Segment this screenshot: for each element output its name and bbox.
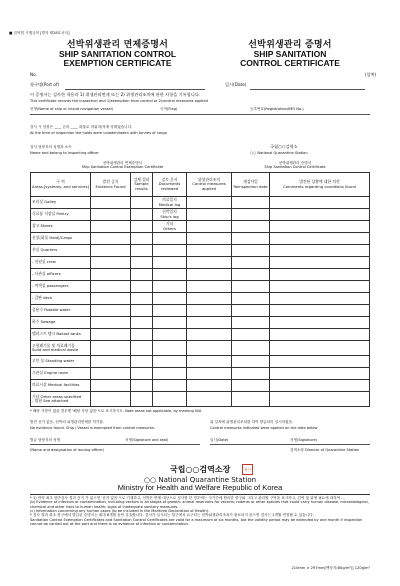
entry-cell[interactable]: [153, 392, 187, 407]
entry-cell[interactable]: [232, 341, 270, 356]
entry-cell[interactable]: [232, 317, 270, 329]
entry-cell[interactable]: [153, 380, 187, 392]
footer-ministry: Ministry for Health and Welfare Republic of Korea: [117, 483, 283, 492]
entry-cell[interactable]: [270, 197, 370, 209]
fine-print-5: Sanitation Control Exemption Certificates and Sanitation Control Certificates are valid for a maximum of six months, but the validity period may be extended by one month if inspection cannot be carried out at the port and there is no evidence of infection or contamination.: [30, 517, 363, 526]
entry-cell[interactable]: [91, 392, 131, 407]
entry-cell[interactable]: [270, 329, 370, 341]
entry-cell[interactable]: [131, 392, 153, 407]
entry-cell[interactable]: [187, 368, 232, 380]
table-row: [31, 281, 370, 293]
area-cell: 조리실 Galley: [31, 197, 91, 209]
seal-text: 직인: [244, 468, 251, 472]
entry-cell[interactable]: [131, 269, 153, 281]
entry-cell[interactable]: [232, 356, 270, 368]
area-cell: - 사관실 officers: [31, 269, 91, 281]
area-cell: 밸러스트 탱크 Ballast tanks: [31, 329, 91, 341]
entry-cell[interactable]: [187, 197, 232, 209]
footer-station-ko: 국립○○검역소장: [170, 465, 231, 474]
fine-print-4: * 검사 결과 최초 항구에서 발급된 증명서는 최대 6개월 동안 유효합니다. 검사가 실시되는 항구에서 요구되는 선박위생관리조치가 완료되지 않으면 검사는 1개월 연장할 수 있습니다.: [30, 513, 314, 518]
entry-cell[interactable]: [270, 221, 370, 233]
entry-cell[interactable]: [187, 221, 232, 233]
area-cell: 하수 Sewage: [31, 317, 91, 329]
inspection-en: At the time of inspection the holds were unladen/laden with tonnes of cargo: [30, 131, 167, 135]
official-seal-icon: [242, 464, 253, 475]
station-label: 국립○○검역소: [270, 144, 298, 149]
flag-label: 국적(Flag): [160, 107, 178, 111]
entry-cell[interactable]: [232, 257, 270, 269]
entry-cell[interactable]: [153, 245, 187, 257]
area-cell: 의료시설 Medical facilities: [31, 380, 91, 392]
entry-cell[interactable]: [187, 269, 232, 281]
fine-print-3: (c) Information concerning any human cases (to be included in the Maritime Declaration of Health).: [30, 508, 210, 513]
entry-cell[interactable]: [232, 233, 270, 245]
entry-cell[interactable]: [232, 392, 270, 407]
col-comments: 발견된 상황에 대한 의견 Comments regarding conditions found: [270, 173, 370, 197]
entry-cell[interactable]: [270, 269, 370, 281]
entry-cell[interactable]: [187, 245, 232, 257]
sign2-label: 서명(Signature): [290, 438, 318, 442]
entry-cell[interactable]: [91, 281, 131, 293]
entry-cell[interactable]: [91, 293, 131, 305]
entry-cell[interactable]: [91, 329, 131, 341]
port-field[interactable]: [65, 89, 205, 90]
entry-cell[interactable]: [232, 329, 270, 341]
entry-cell[interactable]: [270, 368, 370, 380]
entry-cell[interactable]: [187, 209, 232, 221]
area-cell: 고인 물 Standing water: [31, 356, 91, 368]
officer-name-label: 발급 담당자의 성명: [30, 438, 61, 442]
entry-cell[interactable]: [270, 356, 370, 368]
entry-cell[interactable]: [232, 197, 270, 209]
entry-cell[interactable]: [131, 329, 153, 341]
entry-cell[interactable]: [91, 356, 131, 368]
documents-cell: 의료일지 Medical log: [153, 197, 187, 209]
table-row: [31, 392, 370, 407]
col-area: 구 역 Areas,[systems, and services]: [31, 173, 91, 197]
signature-label: 서명(Signature and seal): [125, 438, 169, 442]
col-control: 위생관리조치 Control measures applied: [187, 173, 232, 197]
title-left-ko: 선박위생관리 면제증명서: [66, 40, 169, 50]
date-label: 일시(Date): [225, 82, 247, 87]
entry-cell[interactable]: [91, 341, 131, 356]
entry-cell[interactable]: [153, 305, 187, 317]
table-row: [31, 293, 370, 305]
col-evidence: 발견 증거 Evidence Found: [91, 173, 131, 197]
right-section-en: Ship Sanitation Control Certificate: [264, 165, 326, 170]
entry-cell[interactable]: [91, 317, 131, 329]
entry-cell[interactable]: [187, 317, 232, 329]
entry-cell[interactable]: [187, 281, 232, 293]
table-row: [31, 305, 370, 317]
entry-cell[interactable]: [232, 293, 270, 305]
no-evidence-en: No evidence found. Ship / Vessel is exempted from control measures.: [30, 426, 155, 430]
entry-cell[interactable]: [232, 305, 270, 317]
col-reinspect: 재검사일 Reinspection date: [232, 173, 270, 197]
officer-label-ko: 검사 담당자의 성명과 소속: [30, 145, 72, 149]
entry-cell[interactable]: [187, 356, 232, 368]
entry-cell[interactable]: [270, 281, 370, 293]
entry-cell[interactable]: [91, 380, 131, 392]
entry-cell[interactable]: [91, 257, 131, 269]
entry-cell[interactable]: [153, 368, 187, 380]
side-label: (앞쪽): [365, 72, 377, 77]
port-label: 항구명(Port of): [30, 82, 60, 87]
col-documents: 검토 문서 Documents reviewed: [153, 173, 187, 197]
table-row: [31, 329, 370, 341]
entry-cell[interactable]: [232, 209, 270, 221]
entry-cell[interactable]: [131, 341, 153, 356]
entry-cell[interactable]: [153, 269, 187, 281]
date2-field[interactable]: [210, 444, 370, 445]
entry-cell[interactable]: [187, 293, 232, 305]
entry-cell[interactable]: [232, 269, 270, 281]
entry-cell[interactable]: [91, 209, 131, 221]
entry-cell[interactable]: [270, 233, 370, 245]
entry-cell[interactable]: [131, 197, 153, 209]
left-section-ko: 선박위생관리 면제증명서: [102, 161, 143, 165]
no-evidence-ko: 발견 증거 없음. 선박의 위생관리면제를 허가함.: [30, 420, 104, 424]
fine-print-1: * 1) 만약 최초 항만검사 결과 증거 가 없으면 '증거 없음'으로 기재하고, 선박은 면제 대상으로 검사를 한 경우에는 국가간에 합의한 항구와 그리고 관리할 구역을 표시하고, 검역 및 위생 필요에 대하여 ...: [30, 496, 345, 500]
table-row: [31, 341, 370, 356]
entry-cell[interactable]: [187, 305, 232, 317]
certify-ko: 이 증명서는 검사한 내용과 1) 위생관리면제 또는 2) 위생관리조치에 관한 사항을 기록합니다.: [30, 92, 201, 97]
entry-cell[interactable]: [270, 209, 370, 221]
note-na: * 해당 사항이 없을 경우엔 '해당 사항 없음'으로 표시하시오. Note areas not applicable, by marking N/A: [30, 409, 202, 413]
table-row: [31, 197, 370, 209]
entry-cell[interactable]: [131, 305, 153, 317]
registration-label: 등록번호(Registration/IMO No.): [250, 107, 304, 111]
entry-cell[interactable]: [91, 221, 131, 233]
entry-cell[interactable]: [187, 329, 232, 341]
title-left: [30, 40, 205, 67]
table-row: [31, 368, 370, 380]
officer-label-en: Name and belong to inspecting officer: [30, 151, 99, 155]
entry-cell[interactable]: [131, 245, 153, 257]
entry-cell[interactable]: [153, 293, 187, 305]
entry-cell[interactable]: [131, 221, 153, 233]
documents-cell: 선박일지 Ship's log: [153, 209, 187, 221]
control-applied-ko: 위 일자에 위생관리조치를 하여 발급되어 실시하였음.: [210, 420, 294, 424]
entry-cell[interactable]: [153, 257, 187, 269]
entry-cell[interactable]: [270, 380, 370, 392]
entry-cell[interactable]: [153, 233, 187, 245]
area-cell: 기타 Other areas specified - 별첨 See attached: [31, 392, 91, 407]
entry-cell[interactable]: [270, 293, 370, 305]
entry-cell[interactable]: [91, 197, 131, 209]
title-right-ko: 선박위생관리 증명서: [248, 40, 332, 50]
entry-cell[interactable]: [131, 233, 153, 245]
documents-cell: 기타 Others: [153, 221, 187, 233]
table-row: [31, 209, 370, 221]
entry-cell[interactable]: [131, 257, 153, 269]
title-left-en2: EXEMPTION CERTIFICATE: [63, 57, 172, 68]
entry-cell[interactable]: [270, 392, 370, 407]
fine-print-2: (b) Evidence of infection or contamination, including vectors in all stages of growth; animal reservoirs for vectors; rodents or other species that could carry human disease, microbiological, chemical and other risks to human health; signs of inadequate sanitary measures.: [30, 500, 369, 509]
entry-cell[interactable]: [232, 368, 270, 380]
col-sample: 검체 결과 Sample results: [131, 173, 153, 197]
officer-name-en: (Name and designation of issuing officer): [30, 448, 105, 452]
date-field[interactable]: [250, 89, 365, 90]
area-cell: - 여객실 passengers: [31, 281, 91, 293]
area-cell: 창고 Stores: [31, 221, 91, 233]
area-cell: 기관실 Engine room: [31, 368, 91, 380]
area-cell: 선실 Quarters: [31, 245, 91, 257]
right-section-title: [220, 161, 370, 170]
table-row: [31, 356, 370, 368]
entry-cell[interactable]: [270, 341, 370, 356]
area-cell: 식료품 저장실 Pantry: [31, 209, 91, 221]
table-row: [31, 233, 370, 245]
inspection-ko: 검사 시 선창은 ____ 톤의 ____ 화물로 비워져/적재 상태였습니다.: [30, 125, 133, 129]
inspection-table: [30, 172, 370, 407]
entry-cell[interactable]: [187, 233, 232, 245]
entry-cell[interactable]: [270, 257, 370, 269]
station-label-en: ○○ National Quarantine Station: [250, 151, 308, 155]
director-label: 검역소장 Director of Quarantine Station: [290, 448, 360, 452]
entry-cell[interactable]: [270, 305, 370, 317]
entry-cell[interactable]: [187, 341, 232, 356]
entry-cell[interactable]: [153, 317, 187, 329]
entry-cell[interactable]: [187, 257, 232, 269]
right-section-ko: 선박위생관리 증명서: [278, 161, 312, 165]
title-right-en2: CONTROL CERTIFICATE: [240, 57, 340, 68]
left-section-title: [30, 161, 215, 170]
table-row: [31, 245, 370, 257]
entry-cell[interactable]: [91, 269, 131, 281]
left-section-en: Ship Sanitation Control Exemption Certificate: [81, 165, 164, 170]
entry-cell[interactable]: [232, 245, 270, 257]
area-cell: 고형폐기물 및 의료폐기물 Solid and medical waste: [31, 341, 91, 356]
entry-cell[interactable]: [91, 245, 131, 257]
area-cell: - 갑판 deck: [31, 293, 91, 305]
ship-field[interactable]: [30, 114, 370, 115]
entry-cell[interactable]: [131, 281, 153, 293]
entry-cell[interactable]: [131, 317, 153, 329]
title-right: [215, 40, 365, 67]
entry-cell[interactable]: [270, 317, 370, 329]
paper-size: 210mm × 297mm[백상지(80g/m²)] 120g/m²: [291, 566, 370, 570]
entry-cell[interactable]: [187, 392, 232, 407]
area-cell: 선창(화물 Hold)/Cargo: [31, 233, 91, 245]
fine-print: [30, 494, 370, 526]
area-cell: 음용수 Potable water: [31, 305, 91, 317]
entry-cell[interactable]: [153, 341, 187, 356]
certify-en: This certificate records the inspection and 1)exemption from control or 2)control measures applied: [30, 99, 208, 103]
entry-cell[interactable]: [131, 209, 153, 221]
no-label: No.: [30, 72, 37, 77]
title-left-en1: SHIP SANITATION CONTROL: [58, 49, 177, 60]
entry-cell[interactable]: [131, 293, 153, 305]
entry-cell[interactable]: [131, 368, 153, 380]
title-right-en1: SHIP SANITATION: [253, 49, 327, 60]
table-row: [31, 221, 370, 233]
entry-cell[interactable]: [232, 281, 270, 293]
entry-cell[interactable]: [153, 281, 187, 293]
entry-cell[interactable]: [91, 233, 131, 245]
area-cell: - 선원실 crew: [31, 257, 91, 269]
entry-cell[interactable]: [232, 221, 270, 233]
table-row: [31, 380, 370, 392]
entry-cell[interactable]: [91, 305, 131, 317]
table-row: [31, 269, 370, 281]
entry-cell[interactable]: [187, 380, 232, 392]
date2-label: 일시(Date): [210, 438, 229, 442]
entry-cell[interactable]: [153, 356, 187, 368]
entry-cell[interactable]: [131, 380, 153, 392]
table-row: [31, 257, 370, 269]
form-reference: ■ 검역법 시행규칙 [별지 제28호서식]: [9, 31, 70, 35]
entry-cell[interactable]: [153, 329, 187, 341]
control-applied-en: Control measures indicated were applied on the date below: [210, 426, 318, 430]
officer-name-field[interactable]: [30, 444, 200, 445]
entry-cell[interactable]: [131, 356, 153, 368]
ship-label: 선명(Name of ship or inland navigation vessel): [30, 107, 114, 111]
entry-cell[interactable]: [91, 368, 131, 380]
entry-cell[interactable]: [270, 245, 370, 257]
entry-cell[interactable]: [232, 380, 270, 392]
footer-station-en: ○○ National Quarantine Station: [143, 476, 257, 484]
table-row: [31, 317, 370, 329]
